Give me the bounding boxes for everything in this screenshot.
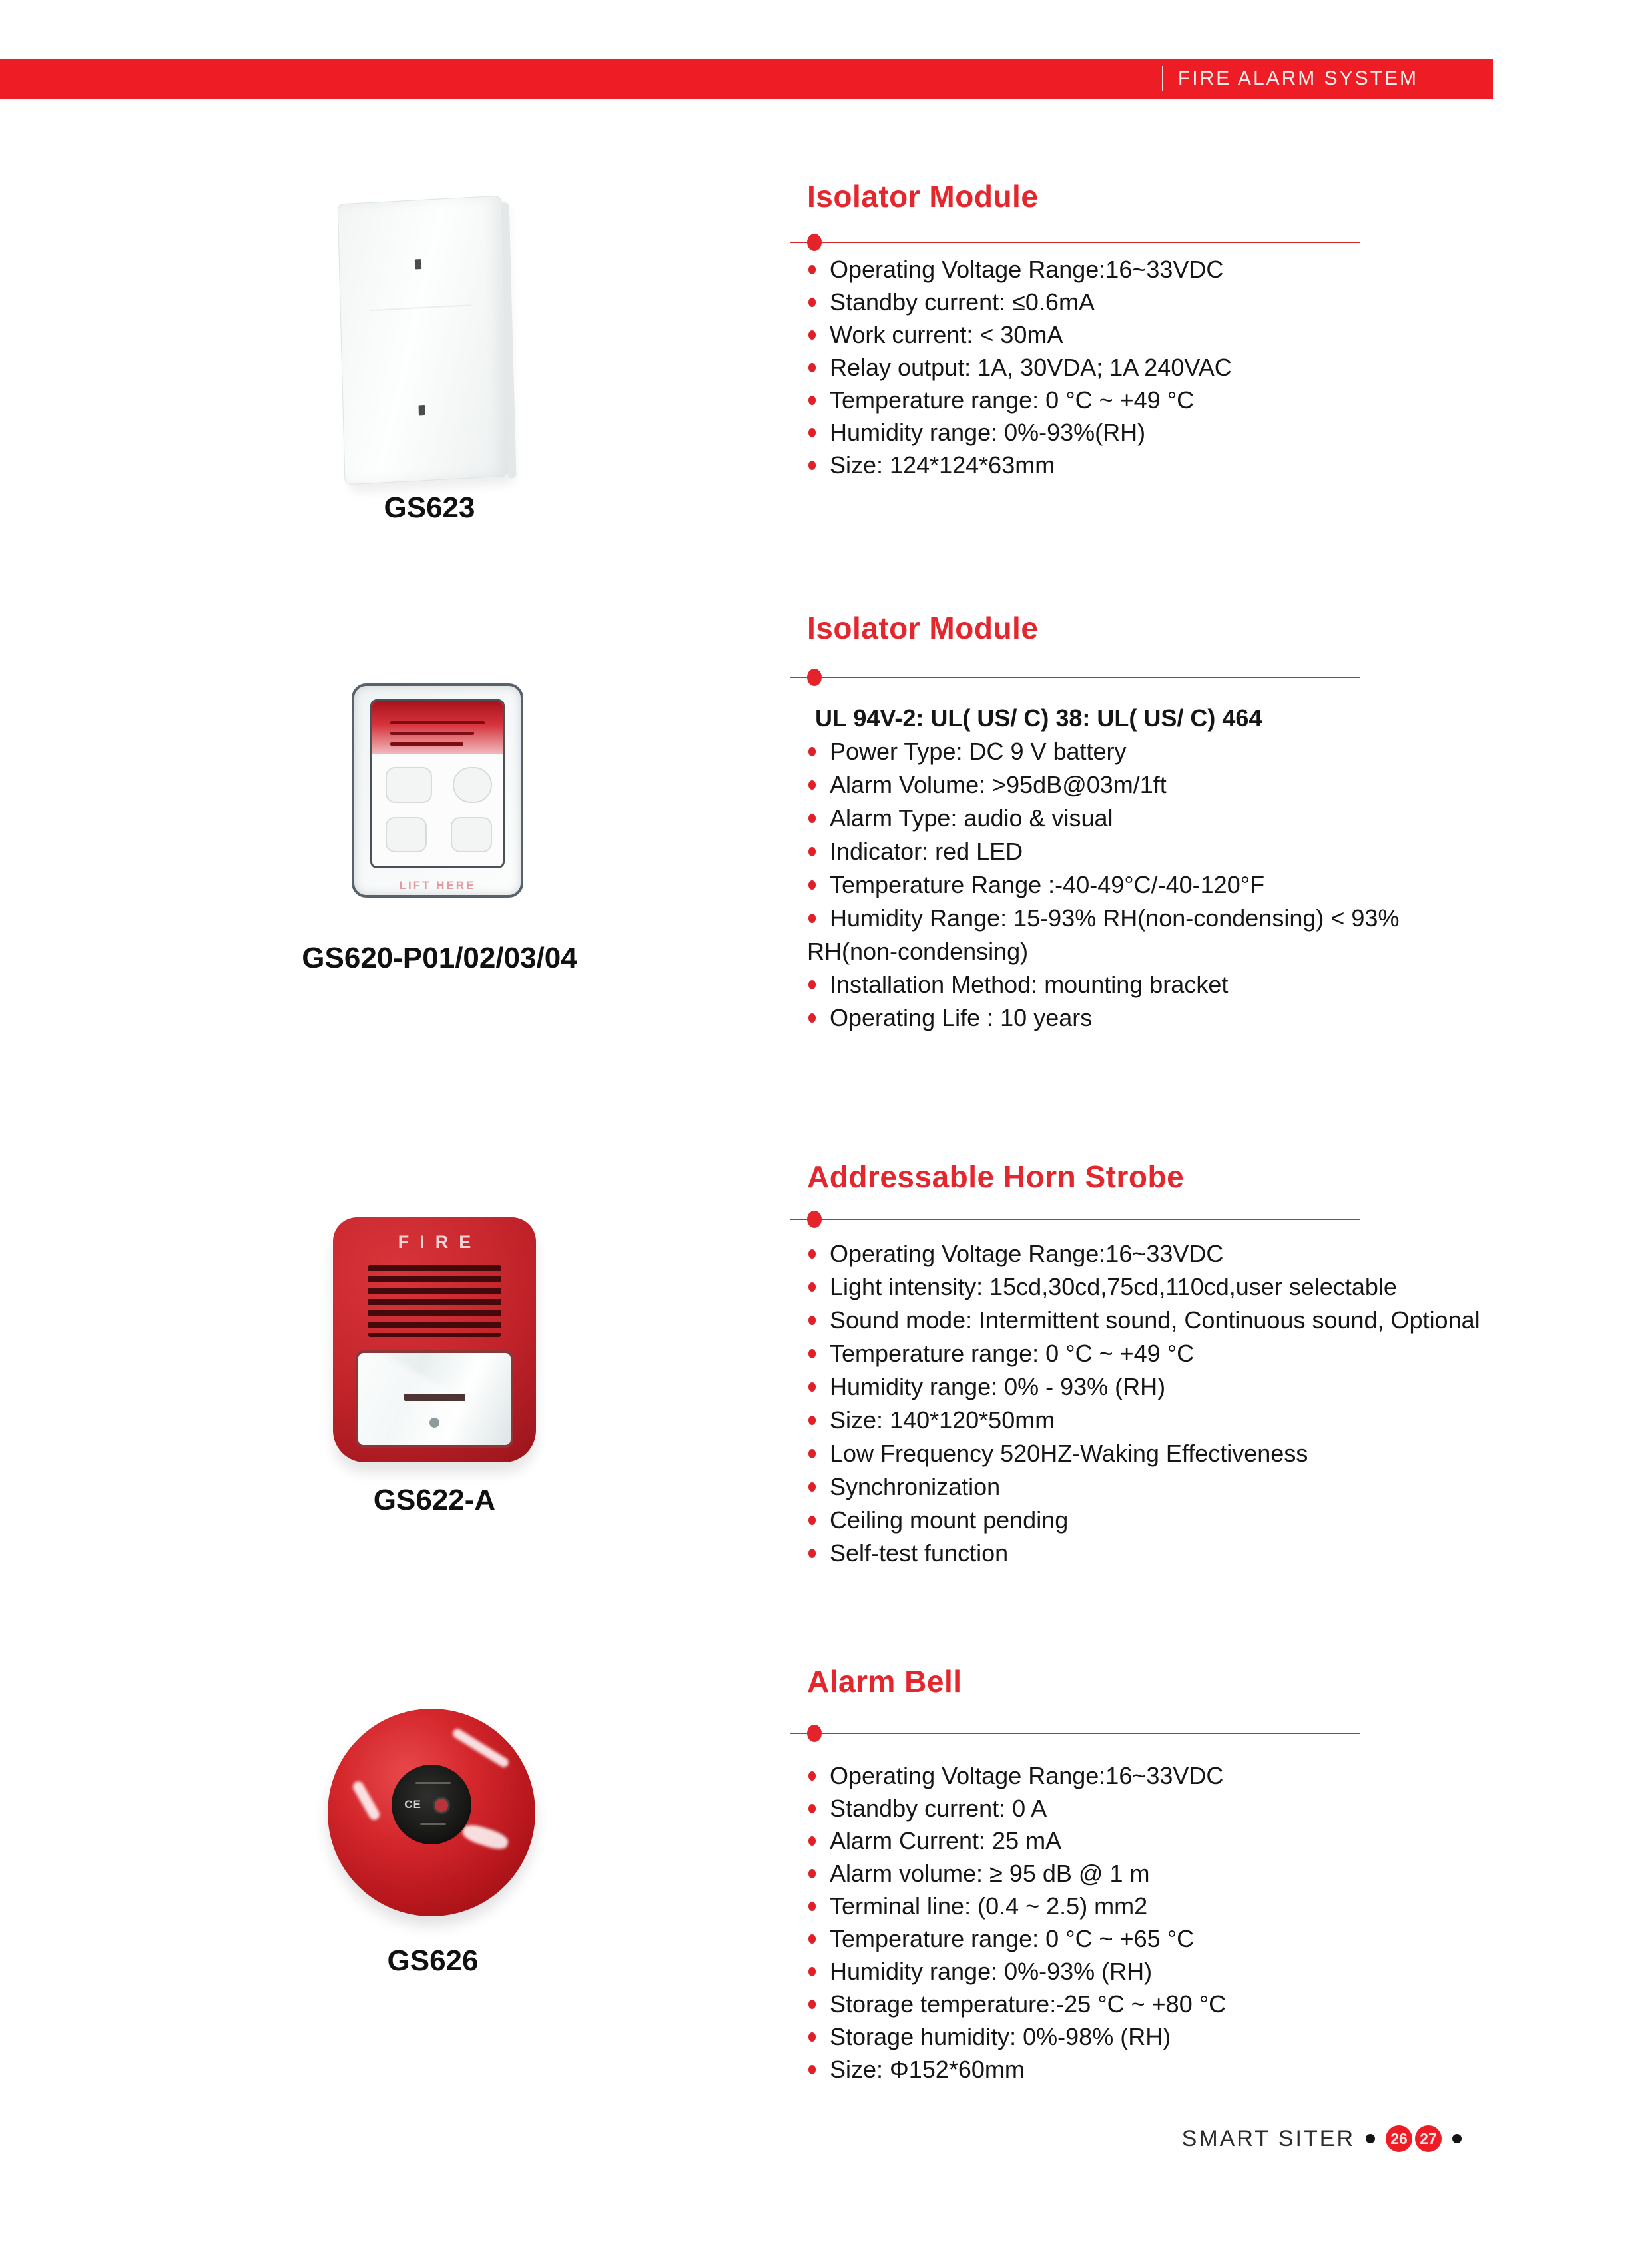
page-number-badge: 27 — [1415, 2125, 1442, 2152]
spec-item: Alarm volume: ≥ 95 dB @ 1 m — [807, 1857, 1526, 1890]
spec-item: Light intensity: 15cd,30cd,75cd,110cd,user selectable — [807, 1270, 1526, 1304]
section-title: Isolator Module — [807, 611, 1039, 645]
title-rule — [790, 242, 1360, 243]
spec-item: Power Type: DC 9 V battery — [807, 735, 1526, 768]
spec-item: Operating Life : 10 years — [807, 1001, 1526, 1035]
spec-item: Temperature range: 0 °C ~ +49 °C — [807, 1337, 1526, 1370]
strobe-device — [370, 699, 505, 868]
spec-item: Alarm Current: 25 mA — [807, 1824, 1526, 1857]
section-title: Isolator Module — [807, 179, 1039, 214]
screw-icon — [415, 259, 421, 270]
spec-list — [807, 702, 1526, 1035]
spec-item: Ceiling mount pending — [807, 1504, 1526, 1537]
spec-item: Operating Voltage Range:16~33VDC — [807, 1759, 1526, 1792]
plate-seam — [370, 304, 471, 311]
label-text-line — [420, 1823, 445, 1825]
product-image-gs622a — [333, 1217, 536, 1462]
spec-item: Storage temperature:-25 °C ~ +80 °C — [807, 1988, 1526, 2020]
spec-item: Storage humidity: 0%-98% (RH) — [807, 2020, 1526, 2053]
header-separator — [1162, 66, 1163, 91]
title-rule — [790, 677, 1360, 678]
spec-item: Humidity Range: 15-93% RH(non-condensing) < 93% — [807, 902, 1526, 935]
rule-dot-icon — [807, 1211, 822, 1228]
plate-edge — [501, 202, 517, 478]
spec-list — [807, 1759, 1526, 2086]
title-rule — [790, 1733, 1360, 1734]
bell-center-label — [392, 1765, 471, 1844]
product-image-gs626 — [328, 1709, 535, 1916]
label-text-line — [415, 1782, 451, 1784]
spec-list — [807, 1237, 1526, 1570]
spec-item: Humidity range: 0%-93%(RH) — [807, 416, 1526, 449]
device-pad — [453, 767, 492, 803]
label-text-line — [390, 721, 484, 724]
bell-center-dot — [433, 1797, 450, 1814]
model-label: GS622-A — [373, 1484, 496, 1516]
ce-mark: CE — [404, 1797, 421, 1811]
page-header — [0, 59, 1493, 99]
spec-item: UL 94V-2: UL( US/ C) 38: UL( US/ C) 464 — [815, 704, 1262, 732]
spec-item: Alarm Volume: >95dB@03m/1ft — [807, 768, 1526, 802]
spec-item: Sound mode: Intermittent sound, Continuous sound, Optional — [807, 1304, 1526, 1337]
footer-brand: SMART SITER — [1181, 2125, 1355, 2151]
lift-here-label: LIFT HERE — [399, 879, 476, 892]
spec-item: Alarm Type: audio & visual — [807, 802, 1526, 835]
model-label: GS623 — [384, 491, 475, 524]
bell-highlight — [461, 1822, 511, 1852]
header-title: FIRE ALARM SYSTEM — [1177, 67, 1418, 89]
rule-dot-icon — [807, 1725, 822, 1742]
section-title: Alarm Bell — [807, 1664, 962, 1699]
spec-item: Size: 140*120*50mm — [807, 1404, 1526, 1437]
model-label: GS620-P01/02/03/04 — [302, 942, 577, 974]
spec-item: Temperature Range :-40-49°C/-40-120°F — [807, 868, 1526, 902]
spec-item: Indicator: red LED — [807, 835, 1526, 868]
footer-dot-icon — [1452, 2134, 1462, 2143]
rule-dot-icon — [807, 234, 822, 251]
bell-highlight — [451, 1727, 511, 1769]
rule-dot-icon — [807, 669, 822, 686]
spec-item: Temperature range: 0 °C ~ +65 °C — [807, 1922, 1526, 1955]
spec-item: Operating Voltage Range:16~33VDC — [807, 1237, 1526, 1270]
spec-item: Installation Method: mounting bracket — [807, 968, 1526, 1001]
spec-item: Humidity range: 0% - 93% (RH) — [807, 1370, 1526, 1404]
label-text-line — [390, 732, 473, 735]
device-pad — [386, 767, 433, 803]
spec-item: Standby current: ≤0.6mA — [807, 286, 1526, 318]
spec-item: Self-test function — [807, 1537, 1526, 1570]
device-pad — [386, 817, 427, 853]
page-numbers — [1386, 2125, 1442, 2152]
spec-item: Size: Φ152*60mm — [807, 2053, 1526, 2086]
spec-item: Humidity range: 0%-93% (RH) — [807, 1955, 1526, 1988]
spec-item: Relay output: 1A, 30VDA; 1A 240VAC — [807, 351, 1526, 384]
screw-icon — [418, 405, 425, 416]
bell-highlight — [351, 1779, 382, 1821]
spec-item: Synchronization — [807, 1470, 1526, 1504]
section-title: Addressable Horn Strobe — [807, 1159, 1185, 1194]
product-image-gs620 — [352, 683, 523, 898]
label-text-line — [390, 742, 463, 746]
spec-list — [807, 253, 1526, 481]
spec-item: Standby current: 0 A — [807, 1792, 1526, 1824]
footer-dot-icon — [1366, 2134, 1375, 2143]
spec-item: RH(non-condensing) — [807, 938, 1029, 965]
product-image-gs623 — [338, 196, 509, 485]
title-rule — [790, 1219, 1360, 1220]
spec-item: Work current: < 30mA — [807, 318, 1526, 351]
warning-band — [372, 701, 503, 754]
spec-item: Operating Voltage Range:16~33VDC — [807, 253, 1526, 286]
spec-item: Terminal line: (0.4 ~ 2.5) mm2 — [807, 1890, 1526, 1922]
page-footer — [1132, 2124, 1462, 2153]
page-number-badge: 26 — [1386, 2125, 1412, 2152]
spec-item: Size: 124*124*63mm — [807, 449, 1526, 481]
speaker-grille — [368, 1265, 501, 1337]
strobe-dot — [429, 1418, 439, 1428]
spec-item: Low Frequency 520HZ-Waking Effectiveness — [807, 1437, 1526, 1470]
device-pad — [451, 817, 493, 853]
strobe-bar — [404, 1394, 465, 1401]
spec-item: Temperature range: 0 °C ~ +49 °C — [807, 384, 1526, 416]
model-label: GS626 — [387, 1944, 479, 1977]
fire-label: FIRE — [398, 1232, 482, 1252]
strobe-window — [356, 1350, 514, 1448]
